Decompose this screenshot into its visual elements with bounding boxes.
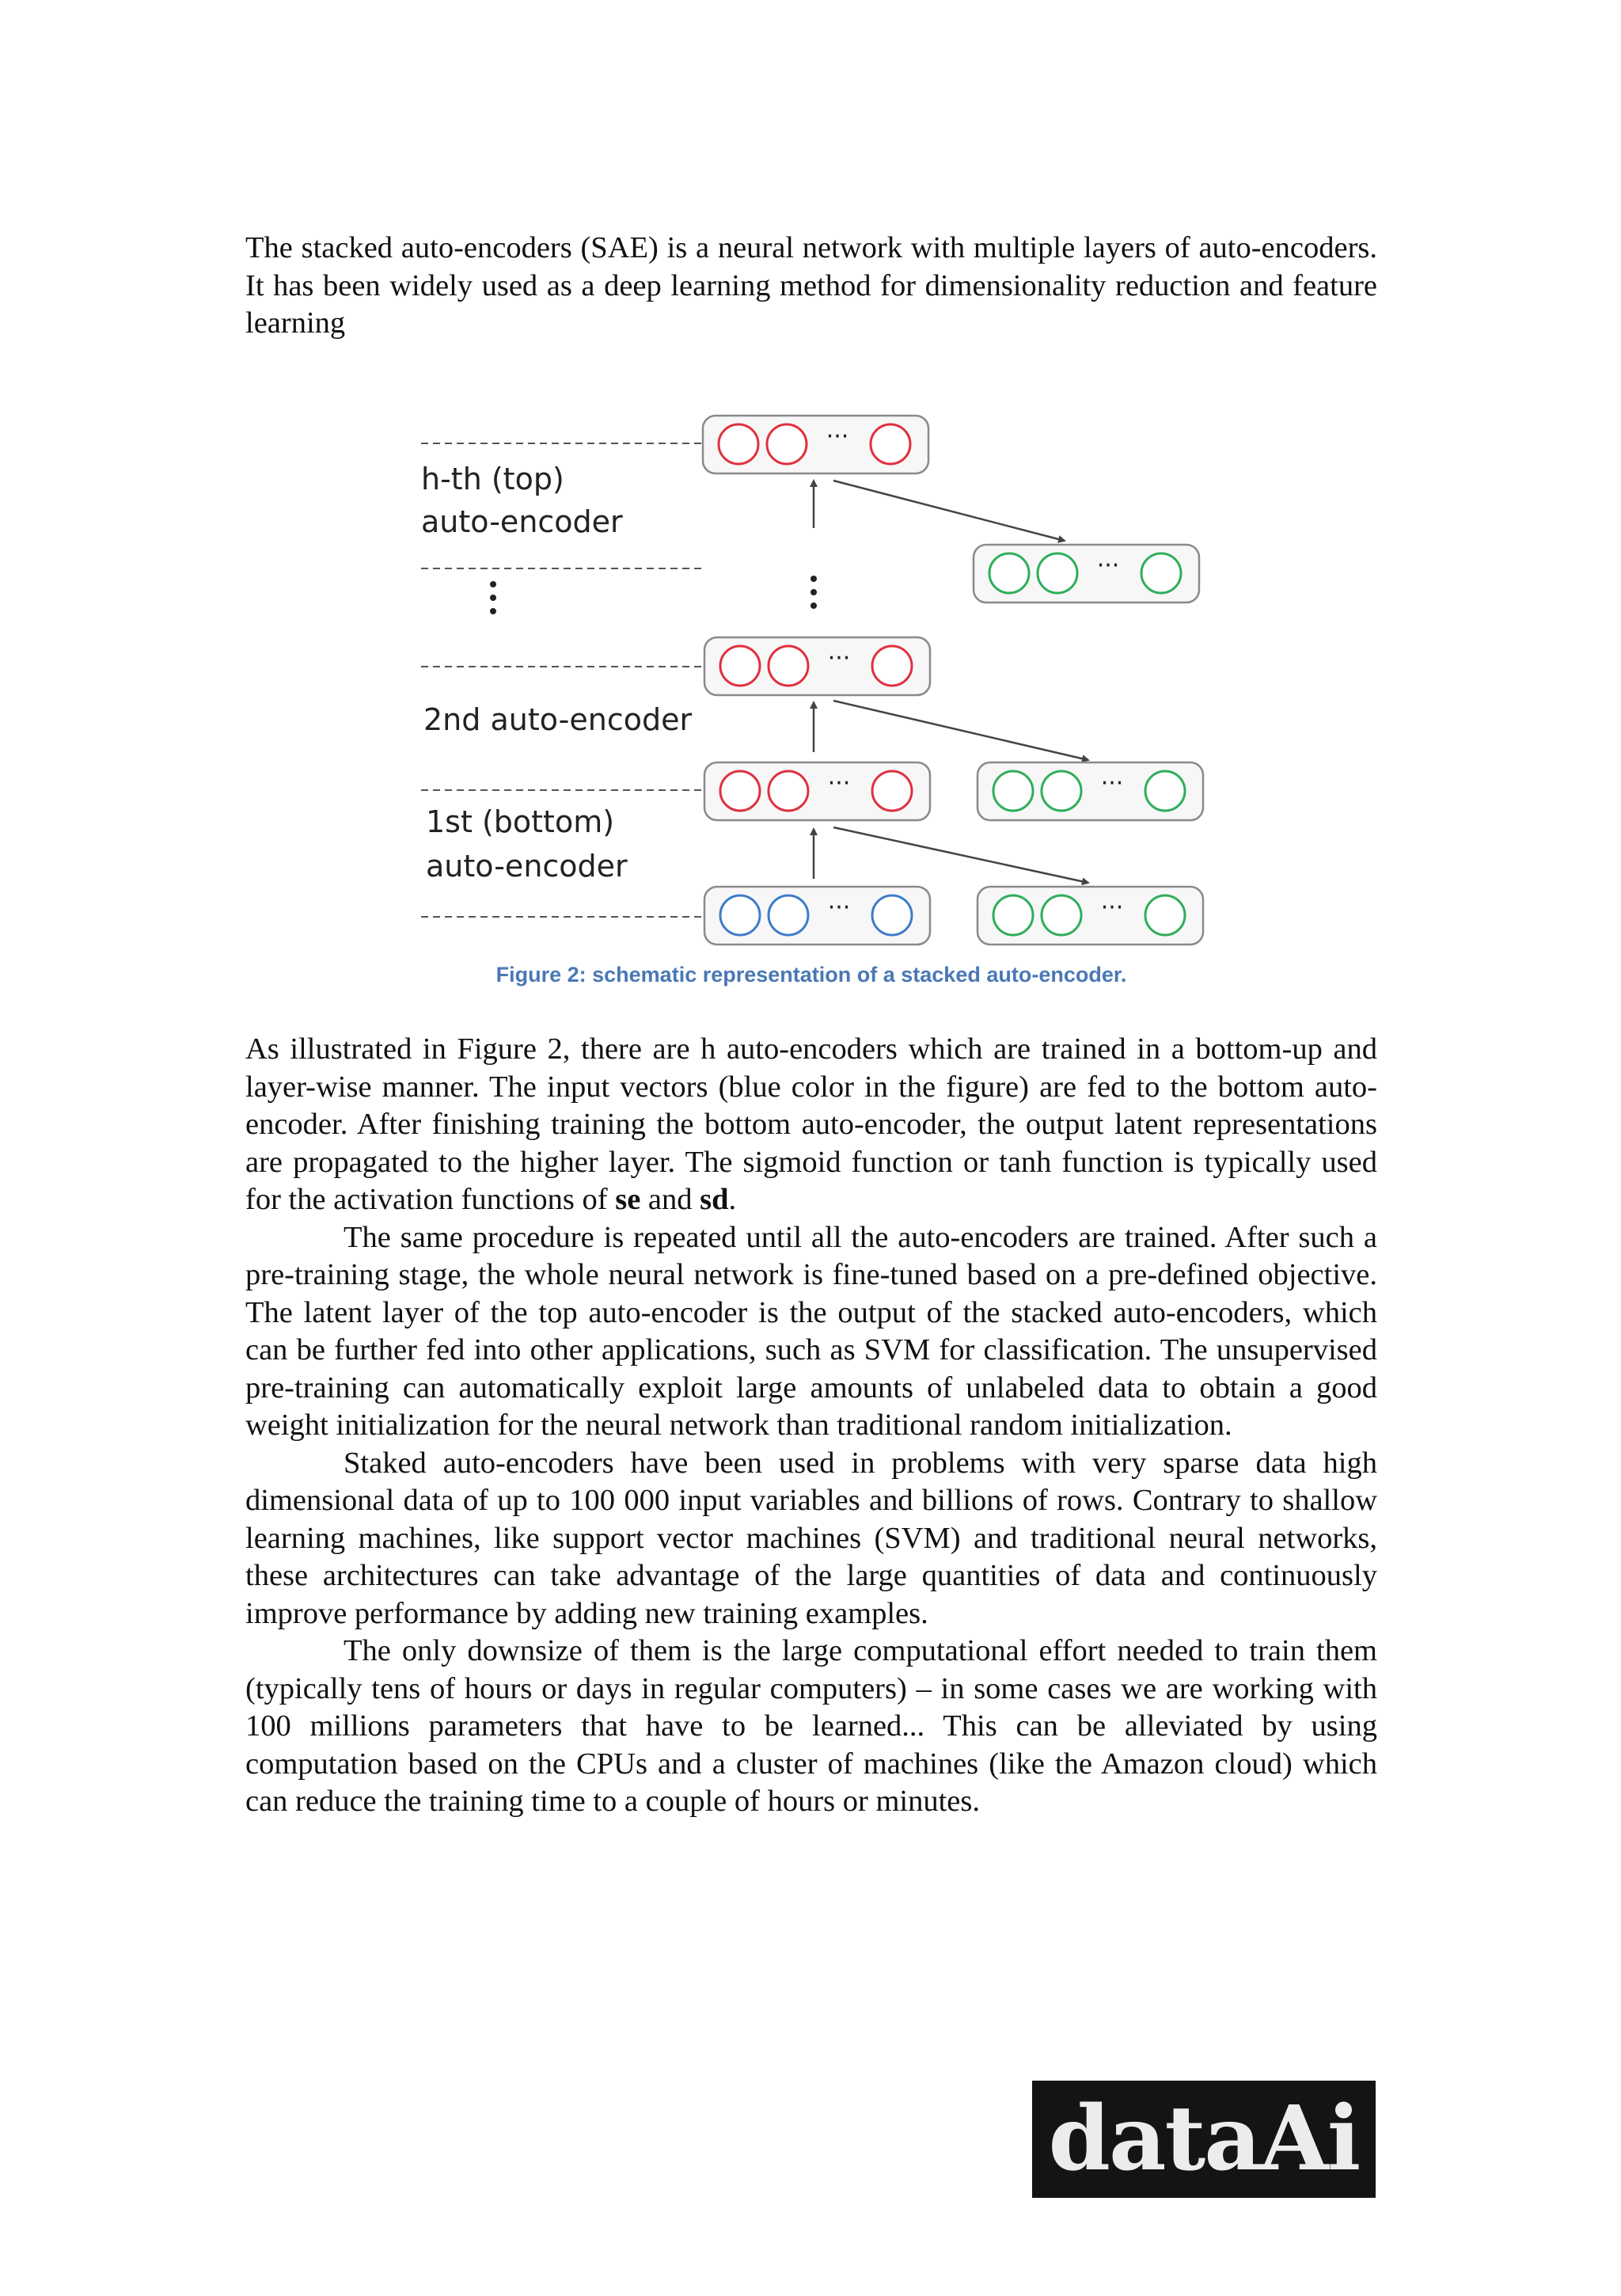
dot-icon xyxy=(810,603,817,609)
top-label-line2: auto-encoder xyxy=(421,504,623,539)
intro-text: The stacked auto-encoders (SAE) is a neural network with multiple layers of auto-encoders. It has been widely used as a deep learning method for dimensionality reduction and feature learning xyxy=(245,231,1377,340)
paragraph-1-text: As illustrated in Figure 2, there are h auto-encoders which are trained in a bottom-up and layer-wise manner. The input vectors (blue color in the figure) are fed to the bottom auto-encoder. After finishing training the bottom auto-encoder, the output latent representations are propagated to the higher layer. The sigmoid function or tanh function is typically used for the activation functions of xyxy=(245,1032,1377,1216)
and-text: and xyxy=(640,1183,700,1216)
hidden-layer-top xyxy=(703,416,928,473)
input-node xyxy=(872,895,912,935)
output-node xyxy=(993,895,1033,935)
top-label-line1: h-th (top) xyxy=(421,462,564,496)
hidden-layer-2 xyxy=(704,637,930,695)
dot-icon xyxy=(490,595,496,601)
middle-label: 2nd auto-encoder xyxy=(423,702,693,737)
dot-icon xyxy=(490,581,496,587)
intro-paragraph xyxy=(245,230,1377,343)
output-node xyxy=(1042,895,1081,935)
dot-icon xyxy=(810,576,817,582)
arrow-decode-bottom xyxy=(833,827,1088,883)
ellipsis-label: ··· xyxy=(1100,894,1124,922)
output-node xyxy=(1042,771,1081,811)
ellipsis-label: ··· xyxy=(827,644,851,672)
bottom-label-line1: 1st (bottom) xyxy=(426,804,615,839)
input-node xyxy=(720,895,760,935)
dot-icon xyxy=(810,589,817,595)
output-node xyxy=(989,553,1029,593)
hidden-node xyxy=(871,424,910,464)
hidden-layer-1 xyxy=(704,762,930,820)
output-node xyxy=(1145,771,1185,811)
period: . xyxy=(728,1183,737,1216)
body-text xyxy=(245,1031,1377,1821)
output-node xyxy=(1038,553,1077,593)
output-node xyxy=(993,771,1033,811)
dataai-logo xyxy=(1032,2081,1376,2198)
ellipsis-label: ··· xyxy=(827,894,851,922)
hidden-node xyxy=(872,771,912,811)
output-layer-top xyxy=(974,545,1199,603)
bottom-label-line2: auto-encoder xyxy=(426,849,628,884)
vertical-ellipsis-icons xyxy=(490,576,817,614)
paragraph-2: The same procedure is repeated until all the auto-encoders are trained. After such a pre-training stage, the whole neural network is fine-tuned based on a pre-defined objective. The latent layer of the top auto-encoder is the output of the stacked auto-encoders, which can be further fed into other applications, such as SVM for classification. The unsupervised pre-training can automatically exploit large amounts of unlabeled data to obtain a good weight initialization for the neural network than traditional random initialization. xyxy=(245,1220,1377,1442)
paragraph-1 xyxy=(245,1031,1377,1219)
output-layer-2 xyxy=(978,762,1203,820)
arrow-decode-middle xyxy=(833,701,1088,760)
hidden-node xyxy=(720,646,760,686)
input-layer xyxy=(704,887,930,945)
layer-labels xyxy=(421,462,693,884)
hidden-node xyxy=(767,424,807,464)
paragraph-4: The only downsize of them is the large computational effort needed to train them (typically tens of hours or days in regular computers) – in some cases we are working with 100 millions parameters that have to be learned... This can be alleviated by using computation based on the CPUs and a cluster of machines (like the Amazon cloud) which can reduce the training time to a couple of hours or minutes. xyxy=(245,1634,1377,1818)
ellipsis-label: ··· xyxy=(826,423,849,450)
output-layer-1 xyxy=(978,887,1203,945)
se-term: se xyxy=(615,1183,641,1216)
arrow-decode-top xyxy=(833,481,1065,541)
paragraph-3: Staked auto-encoders have been used in problems with very sparse data high dimensional data of up to 100 000 input variables and billions of rows. Contrary to shallow learning machines, like support vector machines (SVM) and traditional neural networks, these architectures can take advantage of the large quantities of data and continuously improve performance by adding new training examples. xyxy=(245,1446,1377,1630)
dot-icon xyxy=(490,608,496,614)
input-node xyxy=(769,895,808,935)
hidden-node xyxy=(720,771,760,811)
sd-term: sd xyxy=(700,1183,729,1216)
hidden-node xyxy=(769,771,808,811)
ellipsis-label: ··· xyxy=(1100,770,1124,797)
ellipsis-label: ··· xyxy=(827,770,851,797)
hidden-node xyxy=(719,424,758,464)
figure-caption: Figure 2: schematic representation of a stacked auto-encoder. xyxy=(495,963,1127,986)
stacked-autoencoder-diagram xyxy=(412,408,1227,954)
logo-text: dataAi xyxy=(1048,2087,1360,2191)
output-node xyxy=(1145,895,1185,935)
output-node xyxy=(1141,553,1181,593)
stacked-autoencoder-figure xyxy=(412,408,1227,954)
hidden-node xyxy=(769,646,808,686)
ellipsis-label: ··· xyxy=(1096,552,1120,580)
hidden-node xyxy=(872,646,912,686)
